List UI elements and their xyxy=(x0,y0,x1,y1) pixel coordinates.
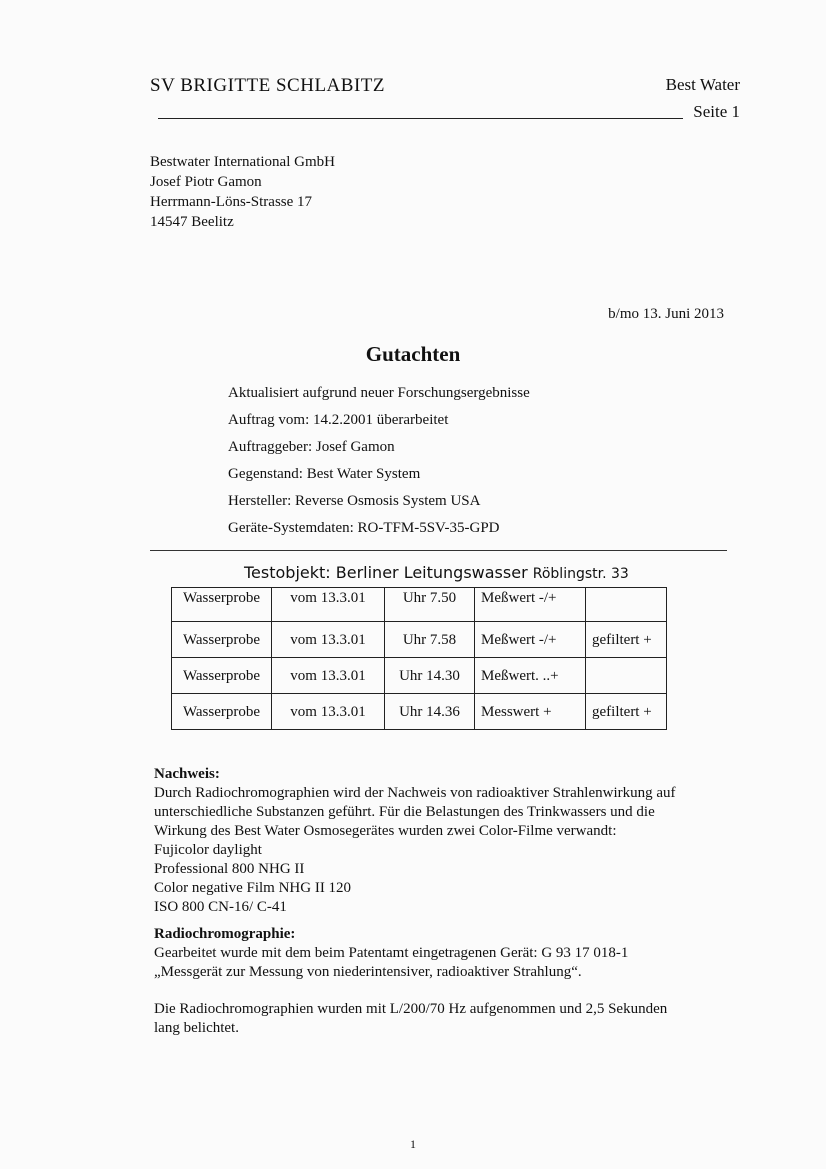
paragraph-line: Durch Radiochromographien wird der Nachweis von radioaktiver Strahlenwirkung auf xyxy=(154,785,676,801)
header-author: SV BRIGITTE SCHLABITZ xyxy=(150,75,385,96)
table-cell: Meßwert -/+ xyxy=(475,622,586,658)
paragraph-line: lang belichtet. xyxy=(154,1020,239,1036)
test-object-label: Testobjekt: Berliner Leitungswasser xyxy=(244,563,528,582)
table-cell: vom 13.3.01 xyxy=(272,588,385,622)
address-line: 14547 Beelitz xyxy=(150,214,234,230)
header-subject: Best Water xyxy=(665,75,740,94)
table-cell: vom 13.3.01 xyxy=(272,694,385,730)
table-cell: vom 13.3.01 xyxy=(272,622,385,658)
table-cell xyxy=(586,658,667,694)
page-number: 1 xyxy=(410,1137,416,1151)
table-cell: Uhr 14.30 xyxy=(385,658,475,694)
table-row xyxy=(172,622,667,658)
meta-line: Hersteller: Reverse Osmosis System USA xyxy=(228,493,481,509)
report-metadata xyxy=(228,380,530,542)
table-cell: Wasserprobe xyxy=(172,694,272,730)
table-cell xyxy=(586,588,667,622)
meta-line: Gegenstand: Best Water System xyxy=(228,466,421,482)
samples-table xyxy=(171,587,667,730)
table-cell: Meßwert. ..+ xyxy=(475,658,586,694)
paragraph-line: Fujicolor daylight xyxy=(154,842,262,858)
meta-line: Geräte-Systemdaten: RO-TFM-5SV-35-GPD xyxy=(228,520,500,536)
test-object-heading xyxy=(244,563,629,582)
table-cell: vom 13.3.01 xyxy=(272,658,385,694)
radiochromographie-section xyxy=(154,925,628,982)
address-line: Bestwater International GmbH xyxy=(150,154,335,170)
paragraph-line: Professional 800 NHG II xyxy=(154,861,305,877)
table-row xyxy=(172,694,667,730)
table-cell: Meßwert -/+ xyxy=(475,588,586,622)
paragraph-line: Gearbeitet wurde mit dem beim Patentamt eingetragenen Gerät: G 93 17 018-1 xyxy=(154,945,629,961)
table-row xyxy=(172,658,667,694)
document-title: Gutachten xyxy=(365,342,461,366)
table-cell: Uhr 14.36 xyxy=(385,694,475,730)
table-row xyxy=(172,588,667,622)
header-page-number: Seite 1 xyxy=(693,102,740,121)
table-cell: Wasserprobe xyxy=(172,658,272,694)
address-line: Josef Piotr Gamon xyxy=(150,174,262,190)
section-heading: Nachweis: xyxy=(154,766,220,782)
section-divider xyxy=(150,550,727,551)
header-rule xyxy=(158,118,683,119)
meta-line: Aktualisiert aufgrund neuer Forschungsergebnisse xyxy=(228,385,530,401)
table-cell: Uhr 7.58 xyxy=(385,622,475,658)
closing-paragraph xyxy=(154,1000,667,1038)
table-cell: Uhr 7.50 xyxy=(385,588,475,622)
paragraph-line: Wirkung des Best Water Osmosegerätes wurden zwei Color-Filme verwandt: xyxy=(154,823,617,839)
table-cell: gefiltert + xyxy=(586,694,667,730)
paragraph-line: Color negative Film NHG II 120 xyxy=(154,880,352,896)
paragraph-line: Die Radiochromographien wurden mit L/200/70 Hz aufgenommen und 2,5 Sekunden xyxy=(154,1001,668,1017)
section-heading: Radiochromographie: xyxy=(154,926,296,942)
table-cell: Wasserprobe xyxy=(172,622,272,658)
table-cell: Wasserprobe xyxy=(172,588,272,622)
document-date: b/mo 13. Juni 2013 xyxy=(608,306,724,322)
nachweis-section xyxy=(154,765,676,917)
meta-line: Auftrag vom: 14.2.2001 überarbeitet xyxy=(228,412,449,428)
paragraph-line: „Messgerät zur Messung von niederintensiver, radioaktiver Strahlung“. xyxy=(154,964,582,980)
address-line: Herrmann-Löns-Strasse 17 xyxy=(150,194,313,210)
paragraph-line: unterschiedliche Substanzen geführt. Für die Belastungen des Trinkwassers und die xyxy=(154,804,655,820)
test-object-street: Röblingstr. 33 xyxy=(532,566,629,582)
recipient-address xyxy=(150,152,335,232)
paragraph-line: ISO 800 CN-16/ C-41 xyxy=(154,899,287,915)
meta-line: Auftraggeber: Josef Gamon xyxy=(228,439,395,455)
table-cell: Messwert + xyxy=(475,694,586,730)
table-cell: gefiltert + xyxy=(586,622,667,658)
